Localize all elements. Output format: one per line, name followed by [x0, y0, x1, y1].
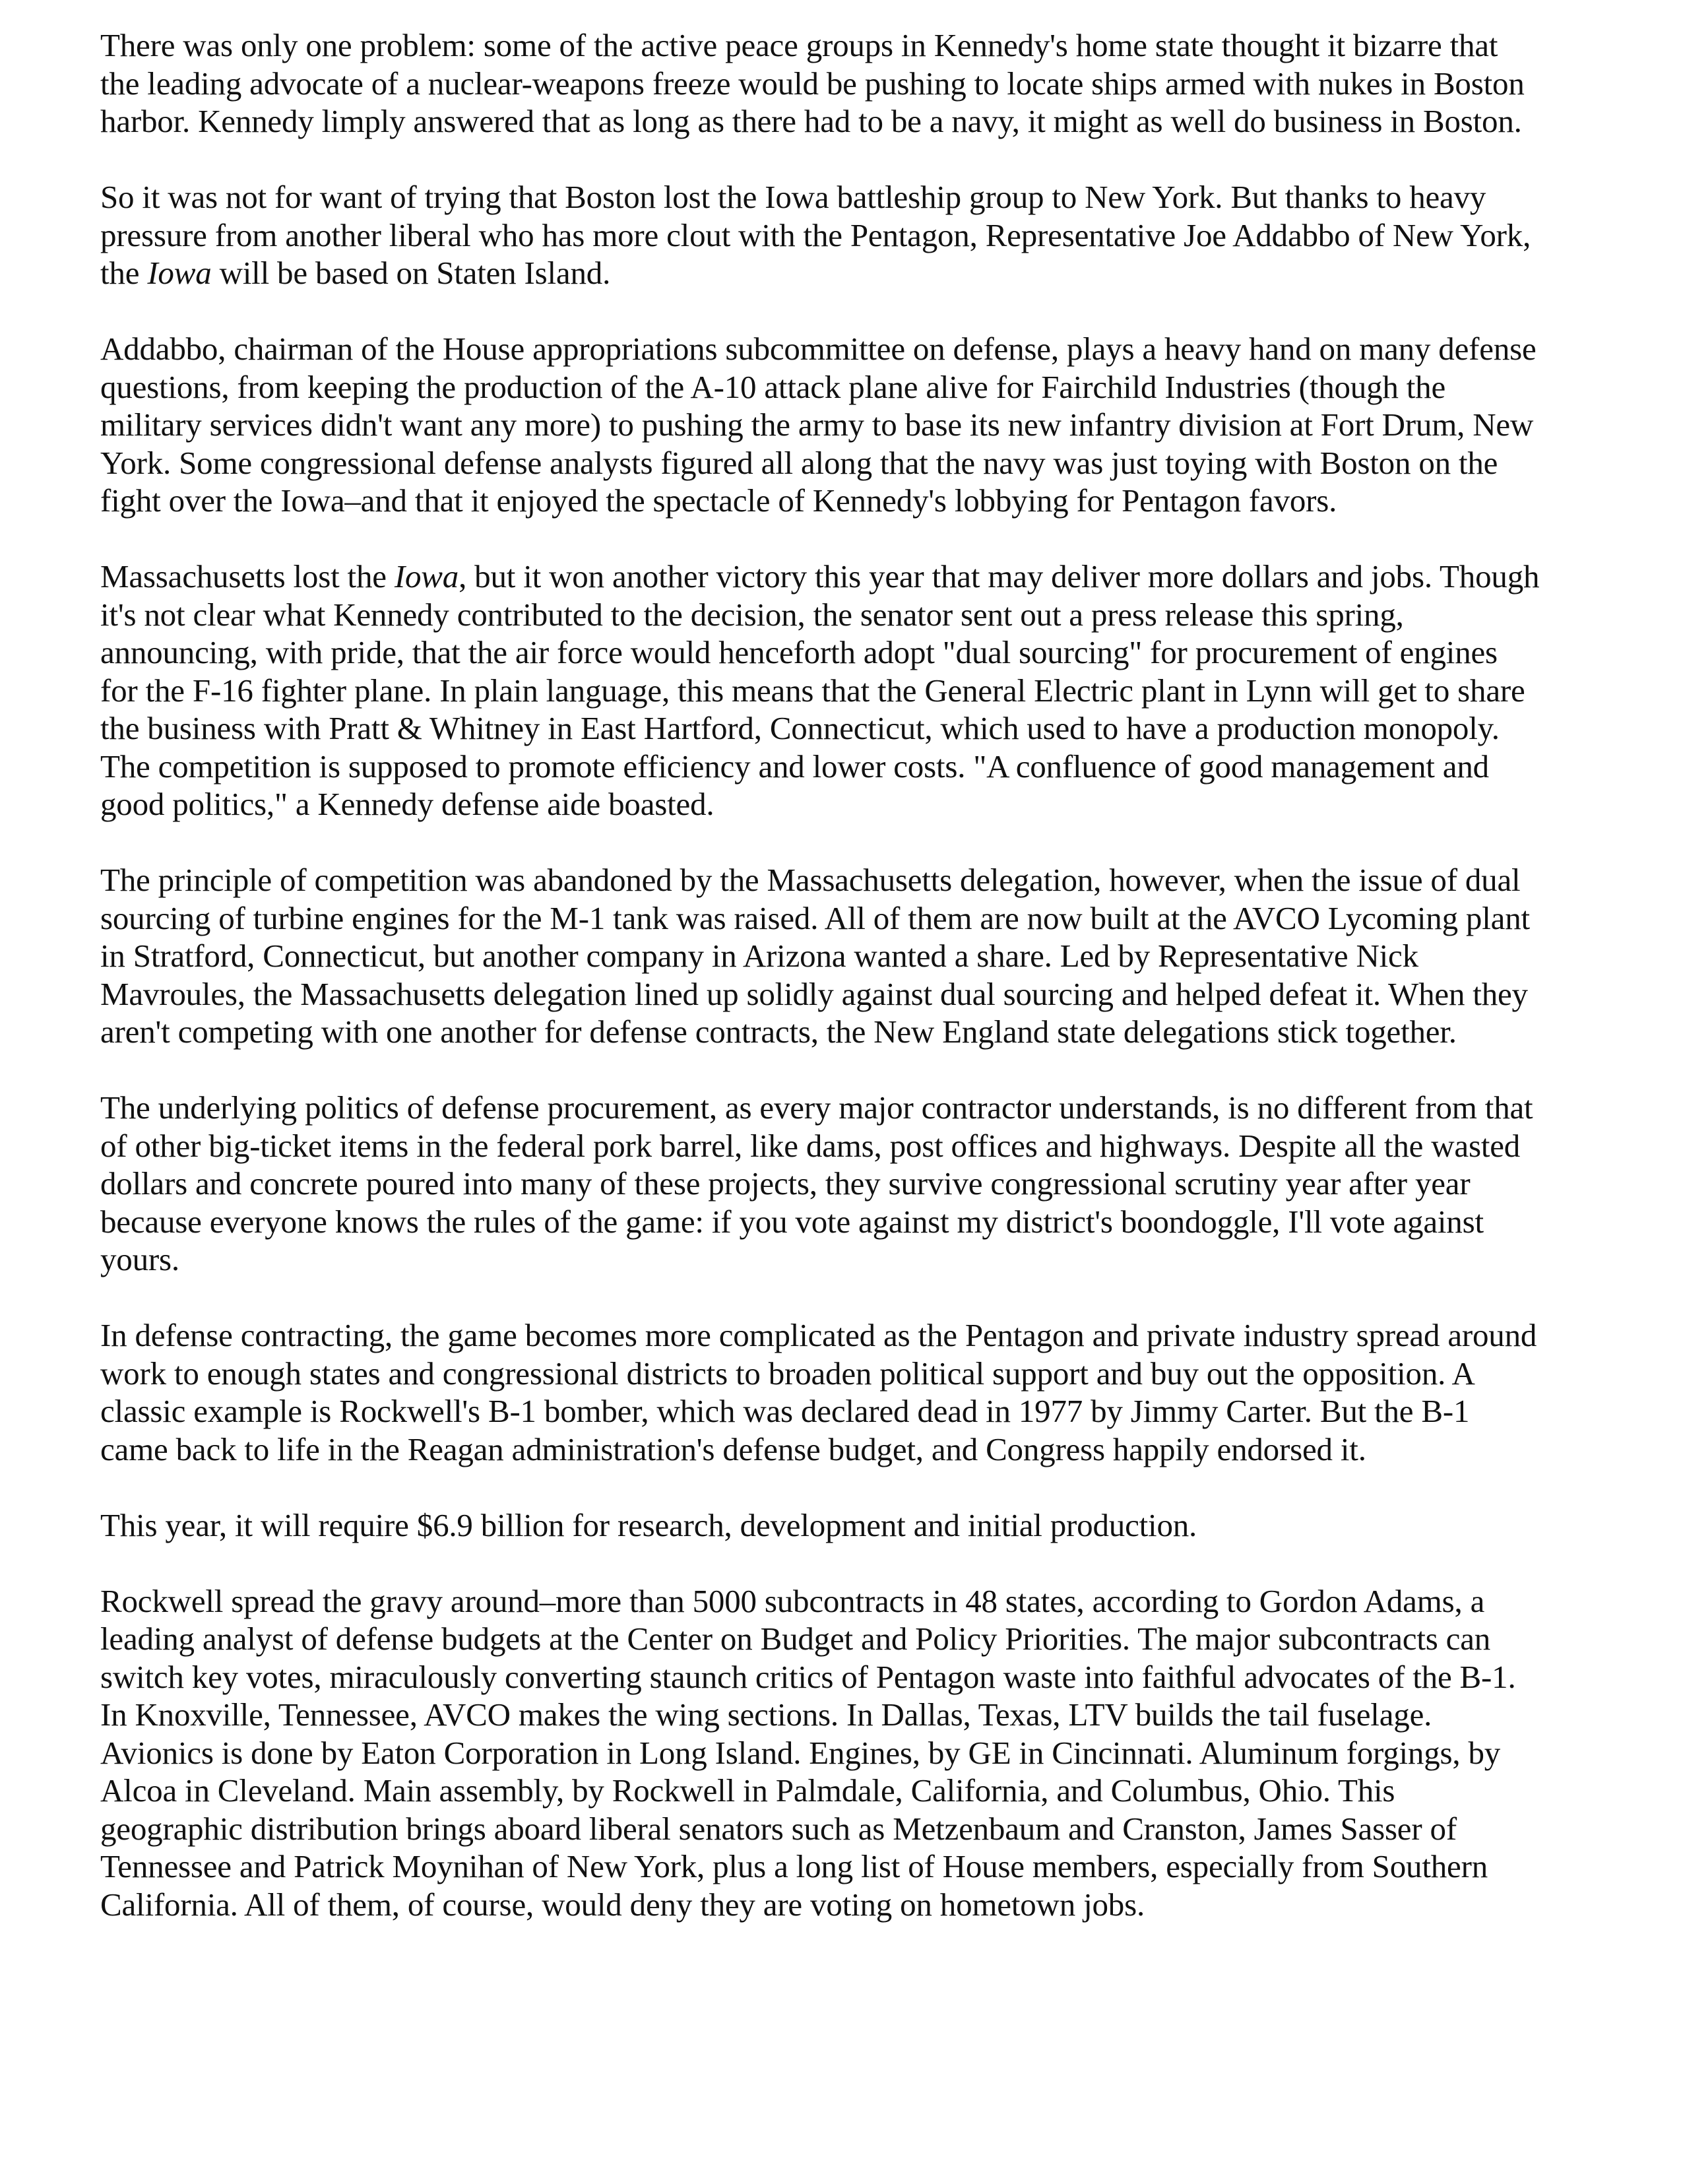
text-line: came back to life in the Reagan administration's defense budget, and Congress happily endorsed it.: [100, 1430, 1366, 1467]
text-line: Avionics is done by Eaton Corporation in Long Island. Engines, by GE in Cincinnati. Aluminum forgings, by: [100, 1734, 1501, 1771]
italic-ship-name: Iowa: [394, 558, 459, 594]
text-line: Tennessee and Patrick Moynihan of New York, plus a long list of House members, especially from Southern: [100, 1848, 1488, 1884]
paragraph-addabbo: [100, 330, 1670, 520]
text-line: The competition is supposed to promote efficiency and lower costs. "A confluence of good management and: [100, 748, 1489, 785]
text-line: sourcing of turbine engines for the M-1 tank was raised. All of them are now built at the AVCO Lycoming plant: [100, 899, 1530, 936]
paragraph-boston-lost-iowa: [100, 178, 1670, 292]
text-line: harbor. Kennedy limply answered that as long as there had to be a navy, it might as well do business in Boston.: [100, 103, 1522, 139]
text-line: [100, 254, 1670, 292]
paragraph-m1-tank: [100, 861, 1670, 1051]
text-fragment: , but it won another victory this year that may deliver more dollars and jobs. Though: [459, 558, 1540, 594]
text-fragment: will be based on Staten Island.: [211, 255, 611, 291]
text-line: the business with Pratt & Whitney in East Hartford, Connecticut, which used to have a production monopoly.: [100, 710, 1500, 746]
text-line: The underlying politics of defense procurement, as every major contractor understands, is no different from that: [100, 1089, 1533, 1126]
italic-ship-name: Iowa: [147, 255, 212, 291]
text-line: classic example is Rockwell's B-1 bomber, which was declared dead in 1977 by Jimmy Carter. But the B-1: [100, 1393, 1470, 1429]
paragraph-subcontracts: [100, 1582, 1670, 1924]
text-line: This year, it will require $6.9 billion for research, development and initial production.: [100, 1506, 1197, 1543]
text-line: California. All of them, of course, would deny they are voting on hometown jobs.: [100, 1886, 1145, 1923]
document-page: [100, 26, 1670, 1962]
text-line: In defense contracting, the game becomes more complicated as the Pentagon and private industry spread around: [100, 1317, 1537, 1353]
paragraph-pork-barrel: [100, 1089, 1670, 1279]
text-line: military services didn't want any more) to pushing the army to base its new infantry division at Fort Drum, New: [100, 406, 1534, 443]
paragraph-dual-sourcing-f16: [100, 558, 1670, 823]
paragraph-b1-bomber: [100, 1316, 1670, 1468]
text-line: Rockwell spread the gravy around–more than 5000 subcontracts in 48 states, according to Gordon Adams, a: [100, 1582, 1485, 1619]
text-line: yours.: [100, 1241, 179, 1277]
text-line: good politics," a Kennedy defense aide boasted.: [100, 786, 714, 822]
text-line: fight over the Iowa–and that it enjoyed the spectacle of Kennedy's lobbying for Pentagon favors.: [100, 482, 1337, 519]
text-line: work to enough states and congressional districts to broaden political support and buy out the opposition. A: [100, 1355, 1475, 1392]
text-line: switch key votes, miraculously converting staunch critics of Pentagon waste into faithful advocates of the B-1.: [100, 1658, 1516, 1695]
text-line: it's not clear what Kennedy contributed to the decision, the senator sent out a press release this spring,: [100, 596, 1404, 633]
text-line: leading analyst of defense budgets at the Center on Budget and Policy Priorities. The major subcontracts can: [100, 1621, 1491, 1657]
text-fragment: Massachusetts lost the: [100, 558, 395, 594]
text-line: Addabbo, chairman of the House appropriations subcommittee on defense, plays a heavy hand on many defense: [100, 331, 1537, 367]
text-line: In Knoxville, Tennessee, AVCO makes the wing sections. In Dallas, Texas, LTV builds the tail fuselage.: [100, 1696, 1432, 1733]
text-line: So it was not for want of trying that Boston lost the Iowa battleship group to New York. But thanks to heavy: [100, 179, 1486, 215]
text-line: Mavroules, the Massachusetts delegation lined up solidly against dual sourcing and helped defeat it. When they: [100, 975, 1528, 1012]
text-line: of other big-ticket items in the federal pork barrel, like dams, post offices and highways. Despite all the wasted: [100, 1127, 1521, 1164]
text-line: for the F-16 fighter plane. In plain language, this means that the General Electric plant in Lynn will get to share: [100, 672, 1525, 709]
text-line: There was only one problem: some of the active peace groups in Kennedy's home state thought it bizarre that: [100, 27, 1498, 63]
text-line: the leading advocate of a nuclear-weapons freeze would be pushing to locate ships armed with nukes in Boston: [100, 65, 1525, 102]
text-line: [100, 558, 1670, 596]
text-line: dollars and concrete poured into many of these projects, they survive congressional scrutiny year after year: [100, 1165, 1471, 1202]
text-line: pressure from another liberal who has more clout with the Pentagon, Representative Joe Addabbo of New York,: [100, 216, 1531, 253]
text-line: geographic distribution brings aboard liberal senators such as Metzenbaum and Cranston, James Sasser of: [100, 1810, 1457, 1847]
text-line: in Stratford, Connecticut, but another company in Arizona wanted a share. Led by Representative Nick: [100, 938, 1418, 974]
text-line: York. Some congressional defense analysts figured all along that the navy was just toying with Boston on the: [100, 444, 1498, 481]
text-line: The principle of competition was abandoned by the Massachusetts delegation, however, when the issue of dual: [100, 862, 1521, 898]
paragraph-cost: [100, 1506, 1670, 1545]
text-line: aren't competing with one another for defense contracts, the New England state delegations stick together.: [100, 1013, 1457, 1050]
text-line: because everyone knows the rules of the game: if you vote against my district's boondoggle, I'll vote against: [100, 1203, 1484, 1240]
text-line: Alcoa in Cleveland. Main assembly, by Rockwell in Palmdale, California, and Columbus, Ohio. This: [100, 1772, 1395, 1809]
text-line: questions, from keeping the production of the A-10 attack plane alive for Fairchild Industries (though the: [100, 368, 1446, 405]
text-fragment: the: [100, 255, 148, 291]
text-line: announcing, with pride, that the air force would henceforth adopt "dual sourcing" for procurement of engines: [100, 634, 1498, 670]
paragraph-peace-groups: [100, 26, 1670, 141]
